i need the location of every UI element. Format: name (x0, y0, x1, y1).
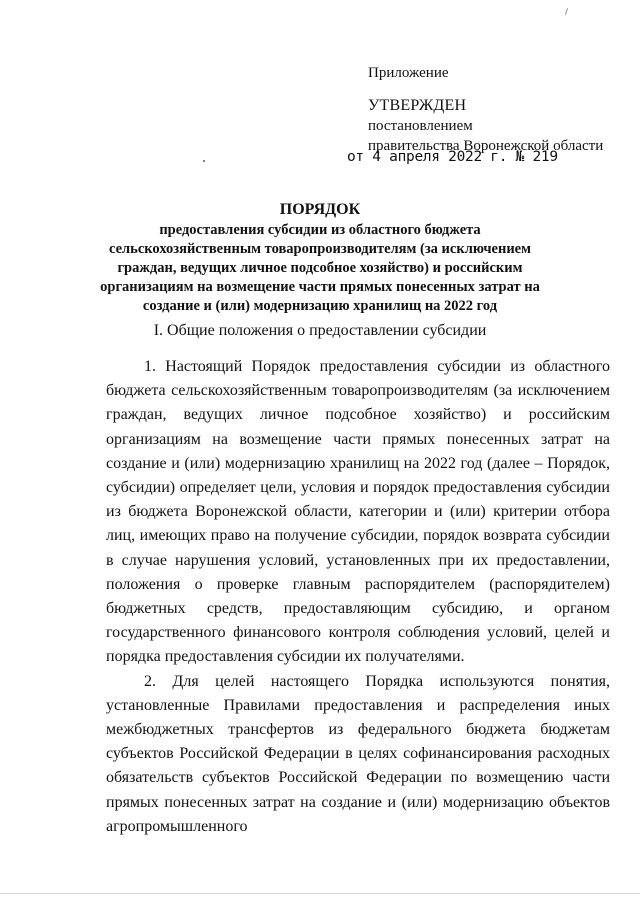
document-subtitle: предоставления субсидии из областного бюджета сельскохозяйственным товаропроизводителям (за исключением граждан, ведущих личное подсобное хозяйство) и российским организациям на возмещение части прямых понесенных затрат на создание и (или) модернизацию хранилищ на 2022 год (100, 222, 540, 314)
appendix-label: Приложение (368, 65, 449, 81)
approved-by-line-2: правительства Воронежской области (368, 138, 604, 154)
approval-block (368, 63, 603, 156)
approved-by-line-1: постановлением (368, 118, 473, 134)
document-body (106, 355, 610, 839)
approved-label: УТВЕРЖДЕН (368, 97, 467, 114)
page-bottom-edge (0, 893, 640, 894)
document-title: ПОРЯДОК (279, 201, 361, 218)
scan-dot (203, 160, 205, 162)
section-heading: I. Общие положения о предоставлении субсидии (153, 322, 487, 339)
paragraph-1: 1. Настоящий Порядок предоставления субсидии из областного бюджета сельскохозяйственным товаропроизводителям (за исключением граждан, ведущих личное подсобное хозяйство) и российским организациям на возмещение части прямых понесенных затрат на создание и (или) модернизацию хранилищ на 2022 год (далее – Порядок, субсидии) определяет цели, условия и порядок предоставления субсидии из бюджета Воронежской области, категории и (или) критерии отбора лиц, имеющих право на получение субсидии, порядок возврата субсидии в случае нарушения условий, установленных при их предоставлении, положения о проверке главным распорядителем (распорядителем) бюджетных средств, предоставляющим субсидию, и органом государственного финансового контроля соблюдения условий, целей и порядка предоставления субсидии их получателями. (106, 358, 610, 666)
scan-mark (565, 8, 568, 15)
decree-date-stamp: от 4 апреля 2022 г. № 219 (347, 149, 558, 165)
paragraph-2: 2. Для целей настоящего Порядка используются понятия, установленные Правилами предоставления и распределения иных межбюджетных трансфертов из федерального бюджета бюджетам субъектов Российской Федерации в целях софинансирования расходных обязательств субъектов Российской Федерации по возмещению части прямых понесенных затрат на создание и (или) модернизацию объектов агропромышленного (106, 672, 610, 835)
